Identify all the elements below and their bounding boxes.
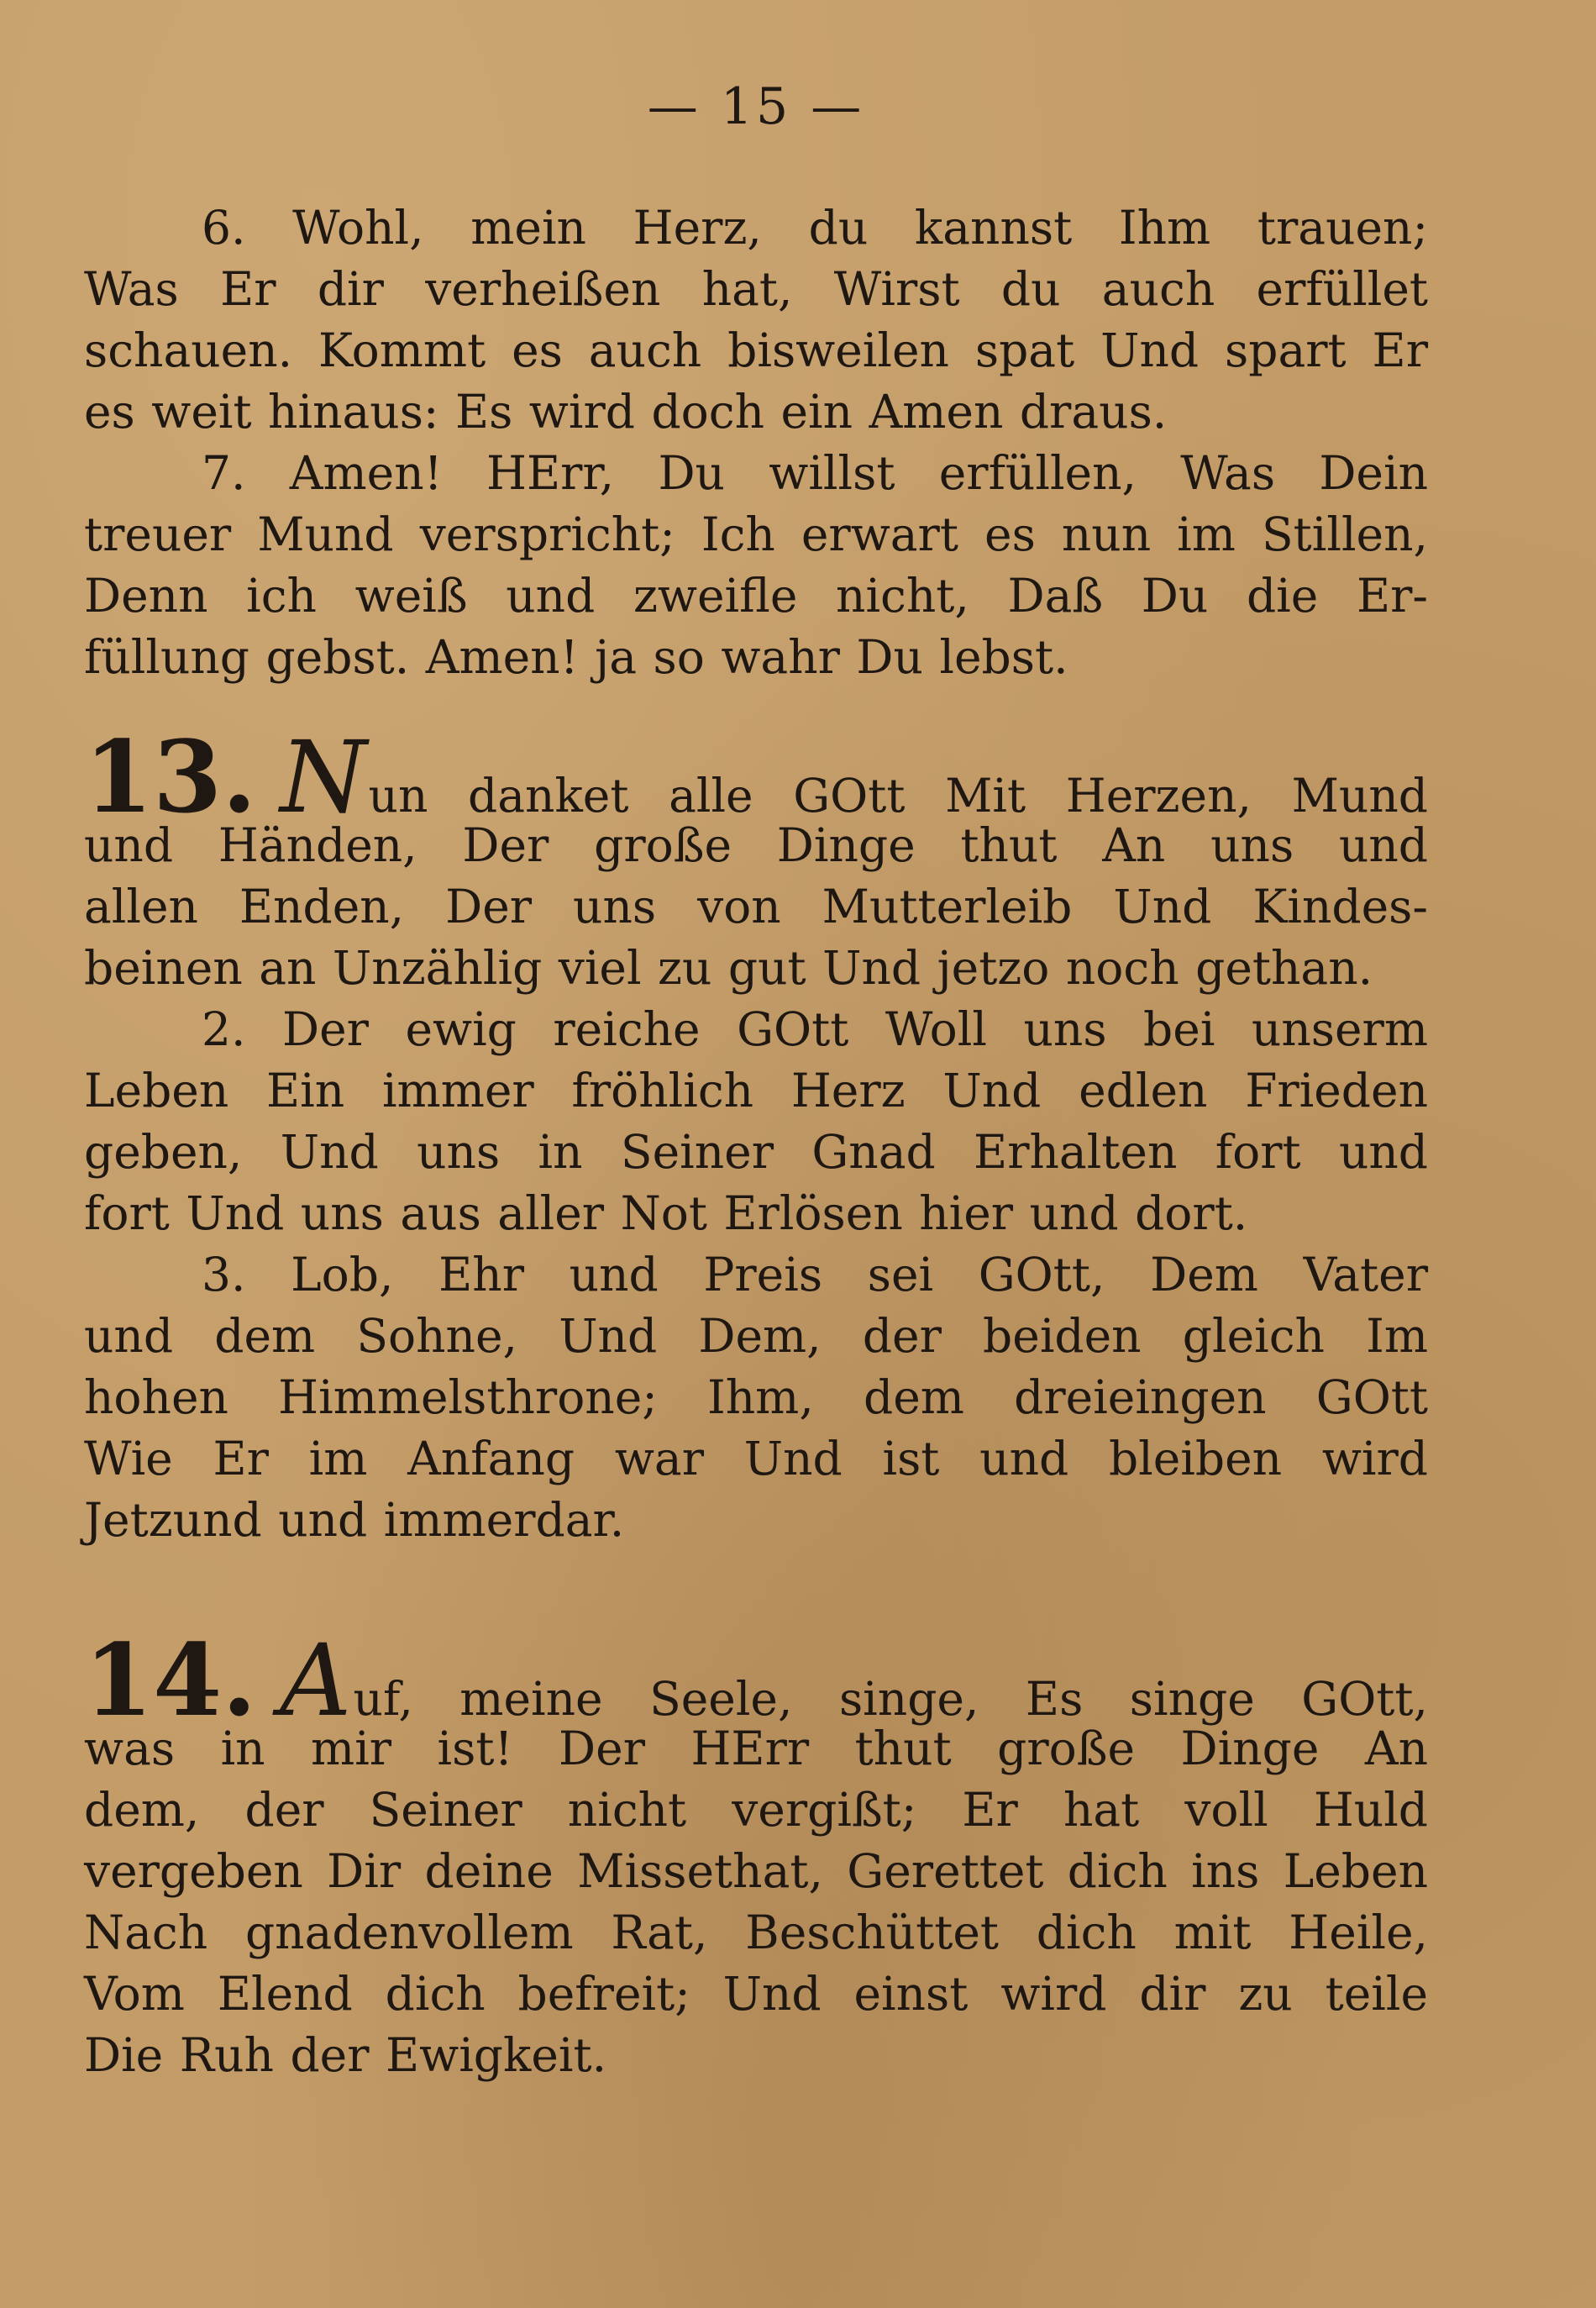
hymn-13-line: beinen an Unzählig viel zu gut Und jetzo noch gethan. xyxy=(84,941,1373,995)
hymn-14-line: was in mir ist! Der HErr thut große Dinge An xyxy=(84,1722,1428,1775)
stanza-7-line-1: 7. Amen! HErr, Du willst erfüllen, Was Dein xyxy=(202,446,1428,500)
hymn-14 xyxy=(84,1622,1428,2086)
hymn-12-stanzas xyxy=(84,197,1428,688)
hymn-14-first-line-text: uf, meine Seele, singe, Es singe GOtt, xyxy=(353,1672,1428,1726)
hymn-14-number: 14. xyxy=(84,1622,257,1738)
hymn-13 xyxy=(84,718,1428,1551)
stanza-7-line-3: Denn ich weiß und zweifle nicht, Daß Du die Er- xyxy=(84,569,1428,623)
stanza-7-line-4: füllung gebst. Amen! ja so wahr Du lebst. xyxy=(84,630,1068,684)
stanza-6-line-4: es weit hinaus: Es wird doch ein Amen draus. xyxy=(84,385,1168,439)
hymn-14-first-line xyxy=(84,1622,1428,1738)
stanza-6-line-1: 6. Wohl, mein Herz, du kannst Ihm trauen; xyxy=(202,201,1428,255)
hymn-14-line: Vom Elend dich befreit; Und einst wird dir zu teile xyxy=(84,1967,1428,2021)
hymn-14-dropcap: A xyxy=(280,1622,352,1738)
hymn-13-stanza-2-line: Leben Ein immer fröhlich Herz Und edlen Frieden xyxy=(84,1064,1428,1117)
hymn-14-line: Die Ruh der Ewigkeit. xyxy=(84,2028,607,2082)
hymn-13-line: allen Enden, Der uns von Mutterleib Und Kindes- xyxy=(84,880,1428,933)
hymn-13-number: 13. xyxy=(84,718,257,835)
hymn-13-first-line-text: un danket alle GOtt Mit Herzen, Mund xyxy=(368,769,1428,823)
book-page xyxy=(84,0,1428,2308)
hymn-13-stanza-3-line: 3. Lob, Ehr und Preis sei GOtt, Dem Vater xyxy=(202,1248,1428,1301)
hymn-13-stanza-2-line: 2. Der ewig reiche GOtt Woll uns bei unserm xyxy=(202,1002,1428,1056)
hymn-13-line: und Händen, Der große Dinge thut An uns und xyxy=(84,818,1428,872)
stanza-6-line-2: Was Er dir verheißen hat, Wirst du auch erfüllet xyxy=(84,262,1428,316)
hymn-14-line: vergeben Dir deine Missethat, Gerettet dich ins Leben xyxy=(84,1844,1428,1898)
hymn-14-line: Nach gnadenvollem Rat, Beschüttet dich mit Heile, xyxy=(84,1906,1428,1959)
stanza-6-line-3: schauen. Kommt es auch bisweilen spat Und spart Er xyxy=(84,323,1428,377)
hymn-13-first-line xyxy=(84,718,1428,835)
hymn-13-stanza-3-line: Jetzund und immerdar. xyxy=(84,1493,625,1547)
page-number: — 15 — xyxy=(647,77,865,136)
hymn-13-stanza-3-line: hohen Himmelsthrone; Ihm, dem dreieingen GOtt xyxy=(84,1370,1428,1424)
stanza-7-line-2: treuer Mund verspricht; Ich erwart es nun im Stillen, xyxy=(84,507,1428,561)
hymn-13-stanza-2-line: geben, Und uns in Seiner Gnad Erhalten fort und xyxy=(84,1125,1428,1179)
hymn-13-dropcap: N xyxy=(280,719,367,835)
hymn-13-stanza-2-line: fort Und uns aus aller Not Erlösen hier und dort. xyxy=(84,1186,1248,1240)
hymn-13-stanza-3-line: Wie Er im Anfang war Und ist und bleiben wird xyxy=(84,1432,1428,1485)
hymn-13-stanza-3-line: und dem Sohne, Und Dem, der beiden gleich Im xyxy=(84,1309,1428,1363)
hymn-14-line: dem, der Seiner nicht vergißt; Er hat voll Huld xyxy=(84,1783,1428,1837)
